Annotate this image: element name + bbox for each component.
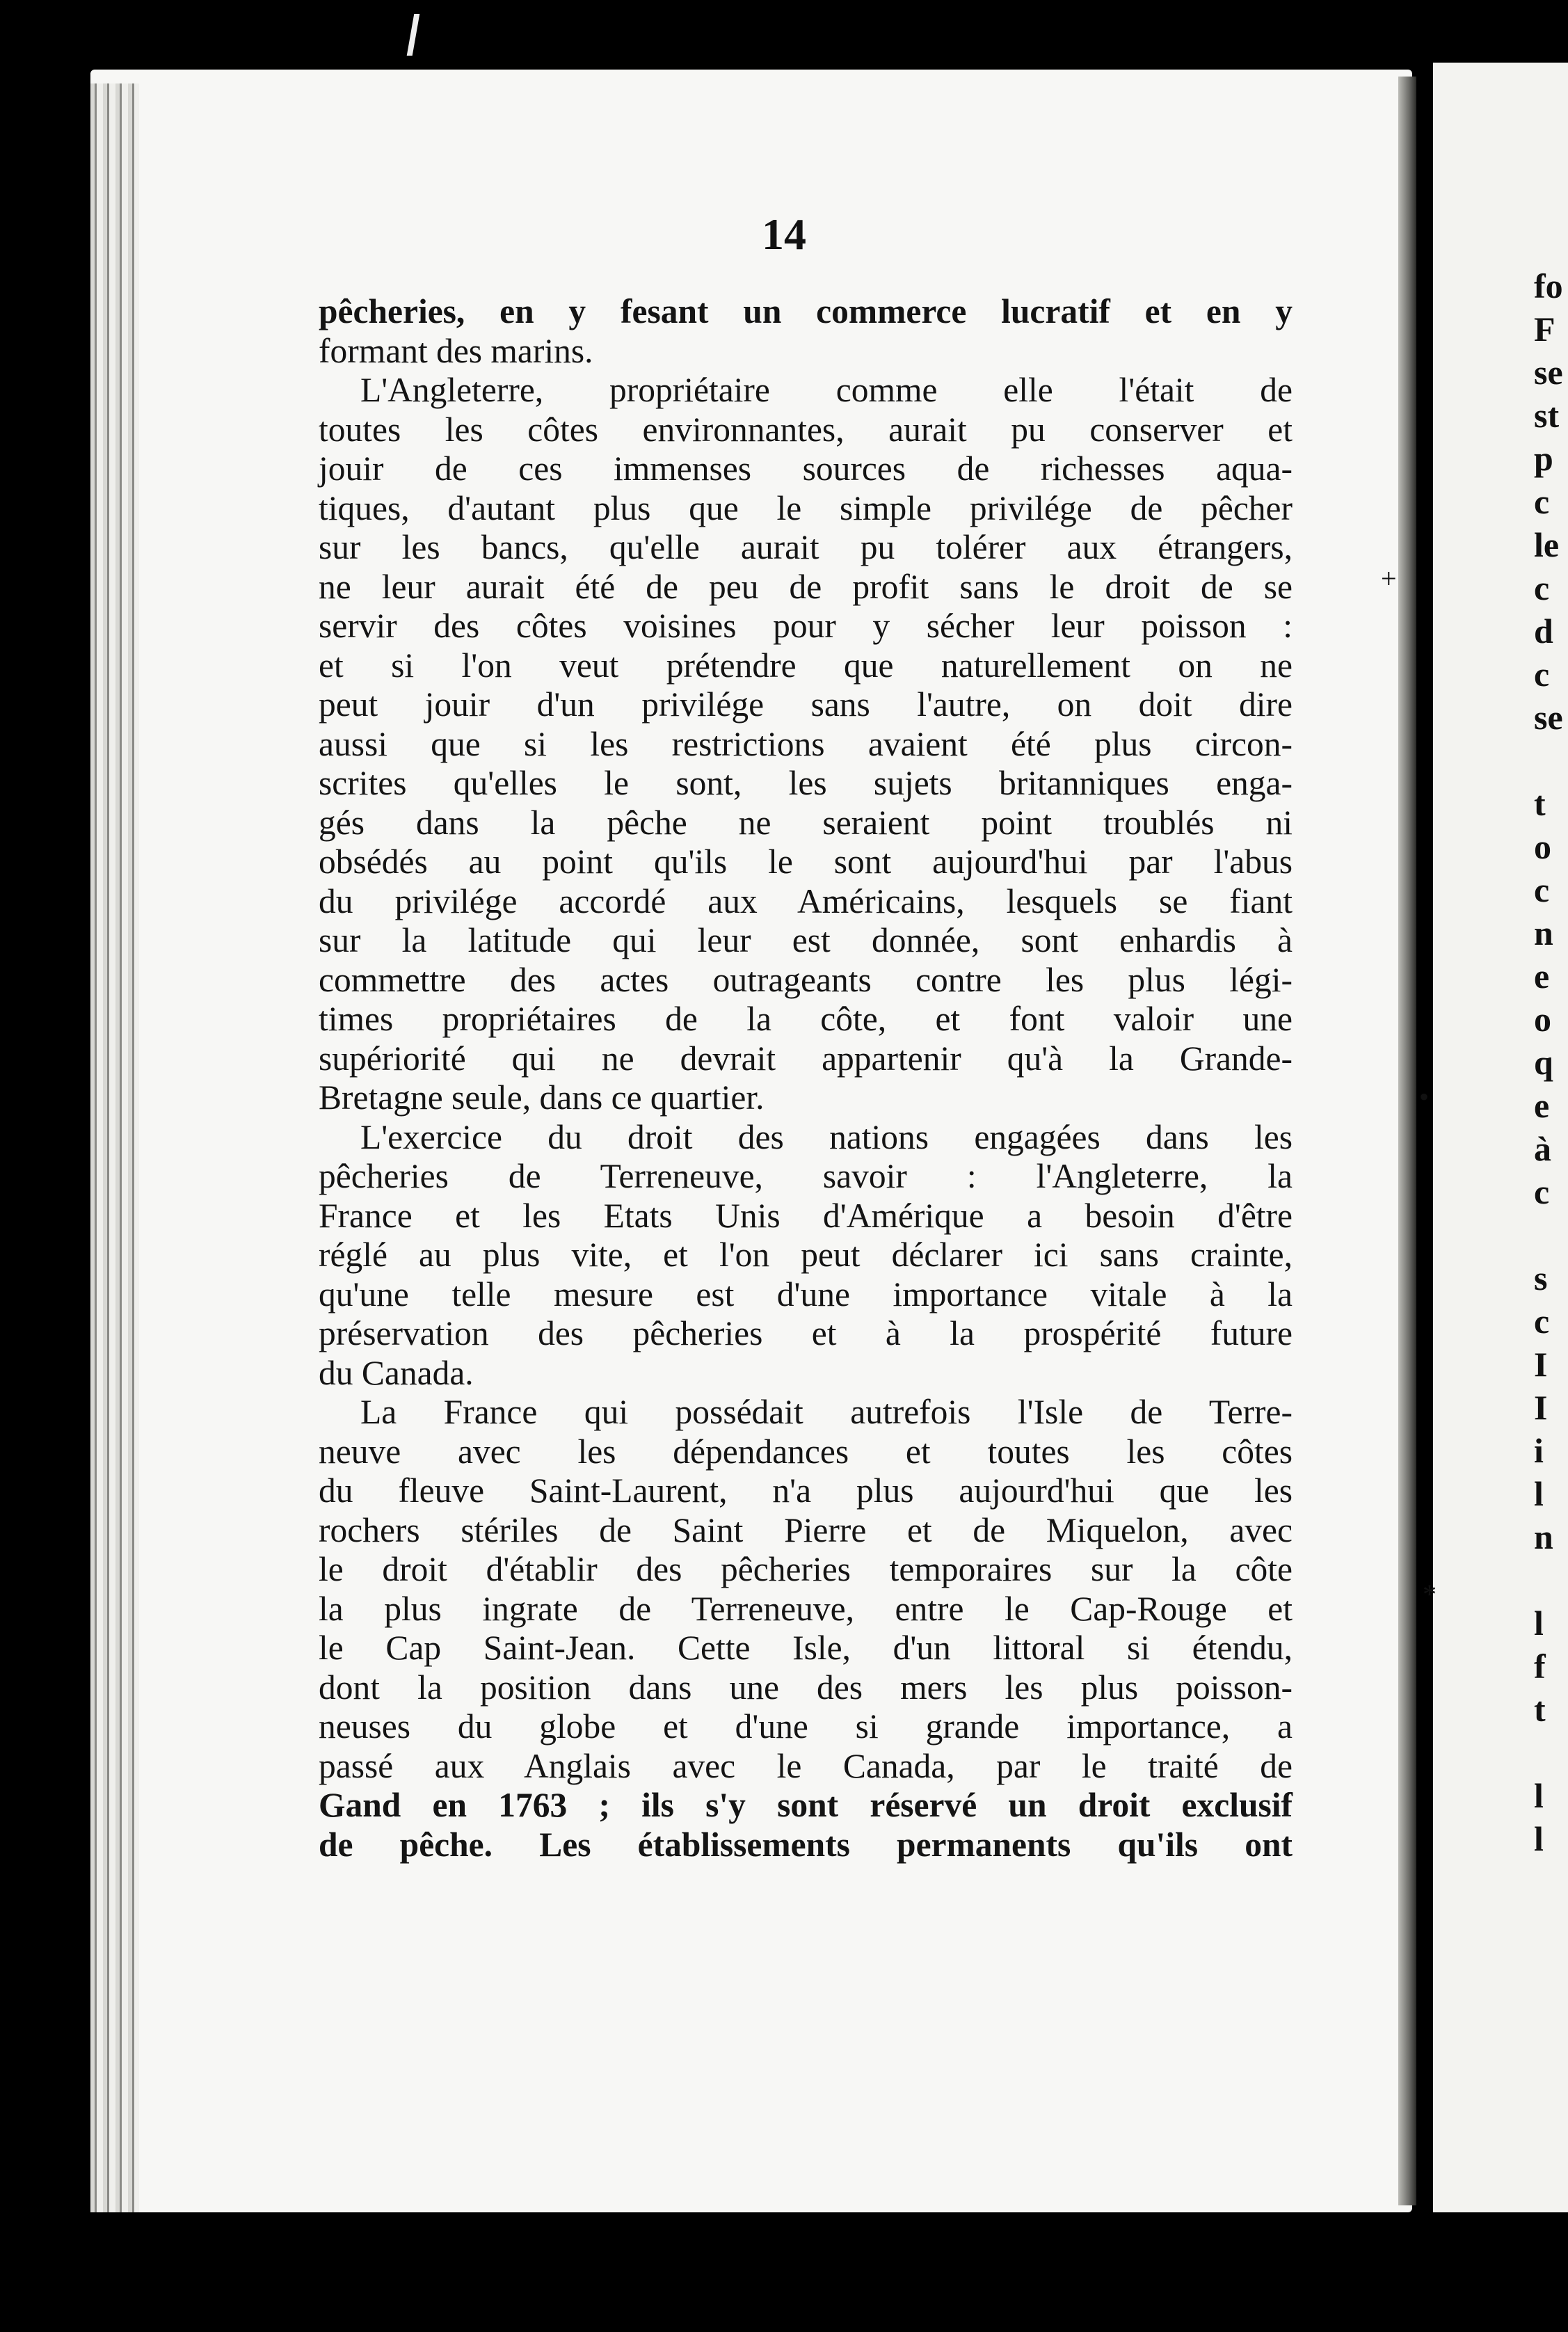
text-line: Gand en 1763 ; ils s'y sont réservé un droit exclusif (319, 1786, 1293, 1824)
text-line: la plus ingrate de Terreneuve, entre le Cap-Rouge et (319, 1589, 1293, 1628)
text-line: La France qui possédait autrefois l'Isle de Terre- (360, 1393, 1293, 1431)
text-line: peut jouir d'un privilége sans l'autre, on doit dire (319, 685, 1293, 724)
page-gutter (1398, 77, 1416, 2205)
text-line: toutes les côtes environnantes, aurait pu conserver et (319, 410, 1293, 449)
text-line: pêcheries de Terreneuve, savoir : l'Angleterre, la (319, 1157, 1293, 1195)
text-line: qu'une telle mesure est d'une importance vitale à la (319, 1275, 1293, 1313)
margin-mark: • (1419, 1081, 1430, 1112)
text-line: rochers stériles de Saint Pierre et de Miquelon, avec (319, 1510, 1293, 1549)
text-line: sur la latitude qui leur est donnée, sont enhardis à (319, 921, 1293, 959)
text-line: jouir de ces immenses sources de richesses aqua- (319, 449, 1293, 488)
text-line: formant des marins. (319, 331, 593, 370)
text-line: de pêche. Les établissements permanents qu'ils ont (319, 1825, 1293, 1864)
page-number: 14 (762, 209, 806, 259)
text-line: du privilége accordé aux Américains, lesquels se fiant (319, 881, 1293, 920)
text-line: supériorité qui ne devrait appartenir qu'à la Grande- (319, 1039, 1293, 1078)
text-line: préservation des pêcheries et à la prospérité future (319, 1314, 1293, 1352)
text-line: L'exercice du droit des nations engagées dans les (360, 1117, 1293, 1156)
text-line: neuses du globe et d'une si grande importance, a (319, 1707, 1293, 1746)
text-line: obsédés au point qu'ils le sont aujourd'hui par l'abus (319, 842, 1293, 881)
margin-mark: + (1381, 563, 1397, 594)
text-line: du Canada. (319, 1353, 474, 1392)
text-line: gés dans la pêche ne seraient point troublés ni (319, 803, 1293, 842)
text-line: dont la position dans une des mers les plus poisson- (319, 1668, 1293, 1707)
text-line: L'Angleterre, propriétaire comme elle l'était de (360, 371, 1293, 409)
scan-mark (407, 14, 420, 56)
text-line: times propriétaires de la côte, et font valoir une (319, 1000, 1293, 1038)
text-line: pêcheries, en y fesant un commerce lucratif et en y (319, 292, 1293, 330)
text-line: le Cap Saint-Jean. Cette Isle, d'un littoral si étendu, (319, 1629, 1293, 1667)
next-page-letters: fo F se st p c le c d c se t o c n e o q e à c s c I I i l n l f t l l (1534, 266, 1563, 1858)
text-line: du fleuve Saint-Laurent, n'a plus aujourd'hui que les (319, 1471, 1293, 1510)
text-line: réglé au plus vite, et l'on peut déclarer ici sans crainte, (319, 1236, 1293, 1274)
text-line: le droit d'établir des pêcheries temporaires sur la côte (319, 1550, 1293, 1588)
page-stack-edge (90, 83, 139, 2212)
body-text (319, 292, 1293, 1864)
margin-mark: * (1423, 1579, 1437, 1610)
text-line: commettre des actes outrageants contre les plus légi- (319, 960, 1293, 999)
text-line: Bretagne seule, dans ce quartier. (319, 1078, 765, 1117)
text-line: tiques, d'autant plus que le simple privilége de pêcher (319, 488, 1293, 527)
text-line: ne leur aurait été de peu de profit sans le droit de se (319, 567, 1293, 606)
text-line: neuve avec les dépendances et toutes les côtes (319, 1432, 1293, 1471)
text-line: aussi que si les restrictions avaient été plus circon- (319, 724, 1293, 763)
text-line: passé aux Anglais avec le Canada, par le traité de (319, 1746, 1293, 1785)
text-line: et si l'on veut prétendre que naturellement on ne (319, 646, 1293, 685)
text-line: sur les bancs, qu'elle aurait pu tolérer aux étrangers, (319, 528, 1293, 566)
text-line: servir des côtes voisines pour y sécher leur poisson : (319, 607, 1293, 645)
text-line: scrites qu'elles le sont, les sujets britanniques enga- (319, 764, 1293, 802)
text-line: France et les Etats Unis d'Amérique a besoin d'être (319, 1196, 1293, 1235)
